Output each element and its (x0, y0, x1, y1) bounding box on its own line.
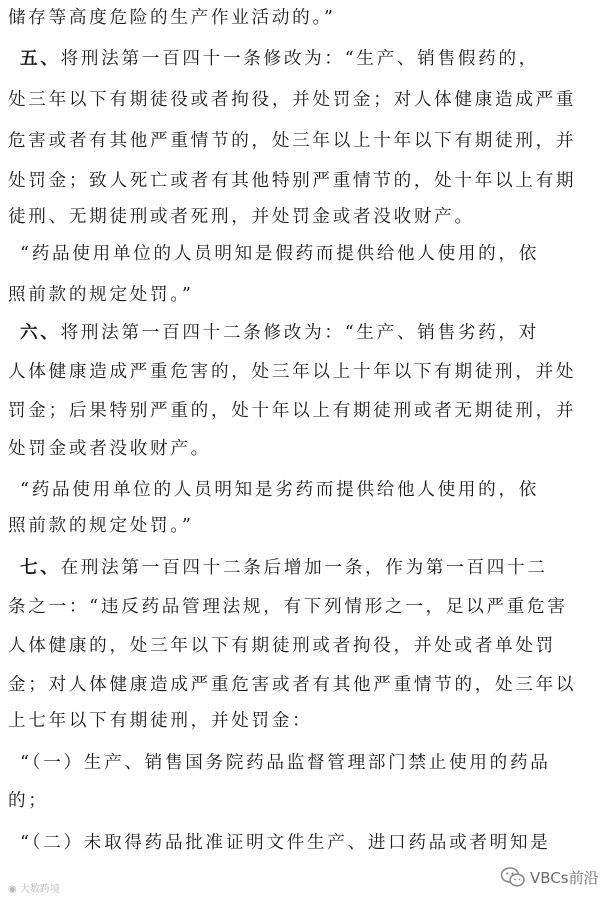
weibo-icon: ◉ (8, 884, 17, 895)
document-line: 条之一：“违反药品管理法规，有下列情形之一，足以严重危害 (8, 597, 568, 617)
document-line: 七、在刑法第一百四十二条后增加一条，作为第一百四十二 (20, 557, 548, 578)
section-number: 五、 (20, 48, 61, 69)
section-number: 七、 (20, 557, 61, 578)
document-line: 处罚金或者没收财产。 (8, 439, 211, 459)
document-line: “药品使用单位的人员明知是假药而提供给他人使用的，依 (20, 244, 540, 264)
document-line: 五、将刑法第一百四十一条修改为：“生产、销售假药的， (20, 48, 540, 69)
watermark-left: ◉ 大数跨境 (8, 884, 60, 895)
document-line: 处罚金；致人死亡或者有其他特别严重情节的，处十年以上有期 (8, 171, 577, 191)
document-line: 六、将刑法第一百四十二条修改为：“生产、销售劣药，对 (20, 322, 540, 343)
document-line: 处三年以下有期徒役或者拘役，并处罚金；对人体健康造成严重 (8, 90, 577, 110)
document-line: 人体健康造成严重危害的，处三年以上十年以下有期徒刑，并处 (8, 362, 577, 382)
document-line: 储存等高度危险的生产作业活动的。” (8, 8, 336, 28)
document-line: 危害或者有其他严重情节的，处三年以上十年以下有期徒刑，并 (8, 131, 577, 151)
section-number: 六、 (20, 322, 61, 343)
document-line: “药品使用单位的人员明知是劣药而提供给他人使用的，依 (20, 480, 540, 500)
document-line: 金；对人体健康造成严重危害或者有其他严重情节的，处三年以 (8, 675, 577, 695)
document-line: 照前款的规定处罚。” (8, 516, 194, 536)
document-line: 徒刑、无期徒刑或者死刑，并处罚金或者没收财产。 (8, 207, 475, 227)
document-line: 照前款的规定处罚。” (8, 285, 194, 305)
document-line: “（二）未取得药品批准证明文件生产、进口药品或者明知是 (20, 833, 551, 853)
document-line: 人体健康的，处三年以下有期徒刑或者拘役，并处或者单处罚 (8, 636, 556, 656)
watermark-right: VBCs前沿 (500, 863, 599, 891)
document-line: 罚金；后果特别严重的，处十年以上有期徒刑或者无期徒刑，并 (8, 401, 577, 421)
document-line: 上七年以下有期徒刑，并处罚金： (8, 711, 313, 731)
document-line: 的； (8, 791, 49, 811)
document-line: “（一）生产、销售国务院药品监督管理部门禁止使用的药品 (20, 753, 551, 773)
wechat-icon (500, 864, 526, 890)
